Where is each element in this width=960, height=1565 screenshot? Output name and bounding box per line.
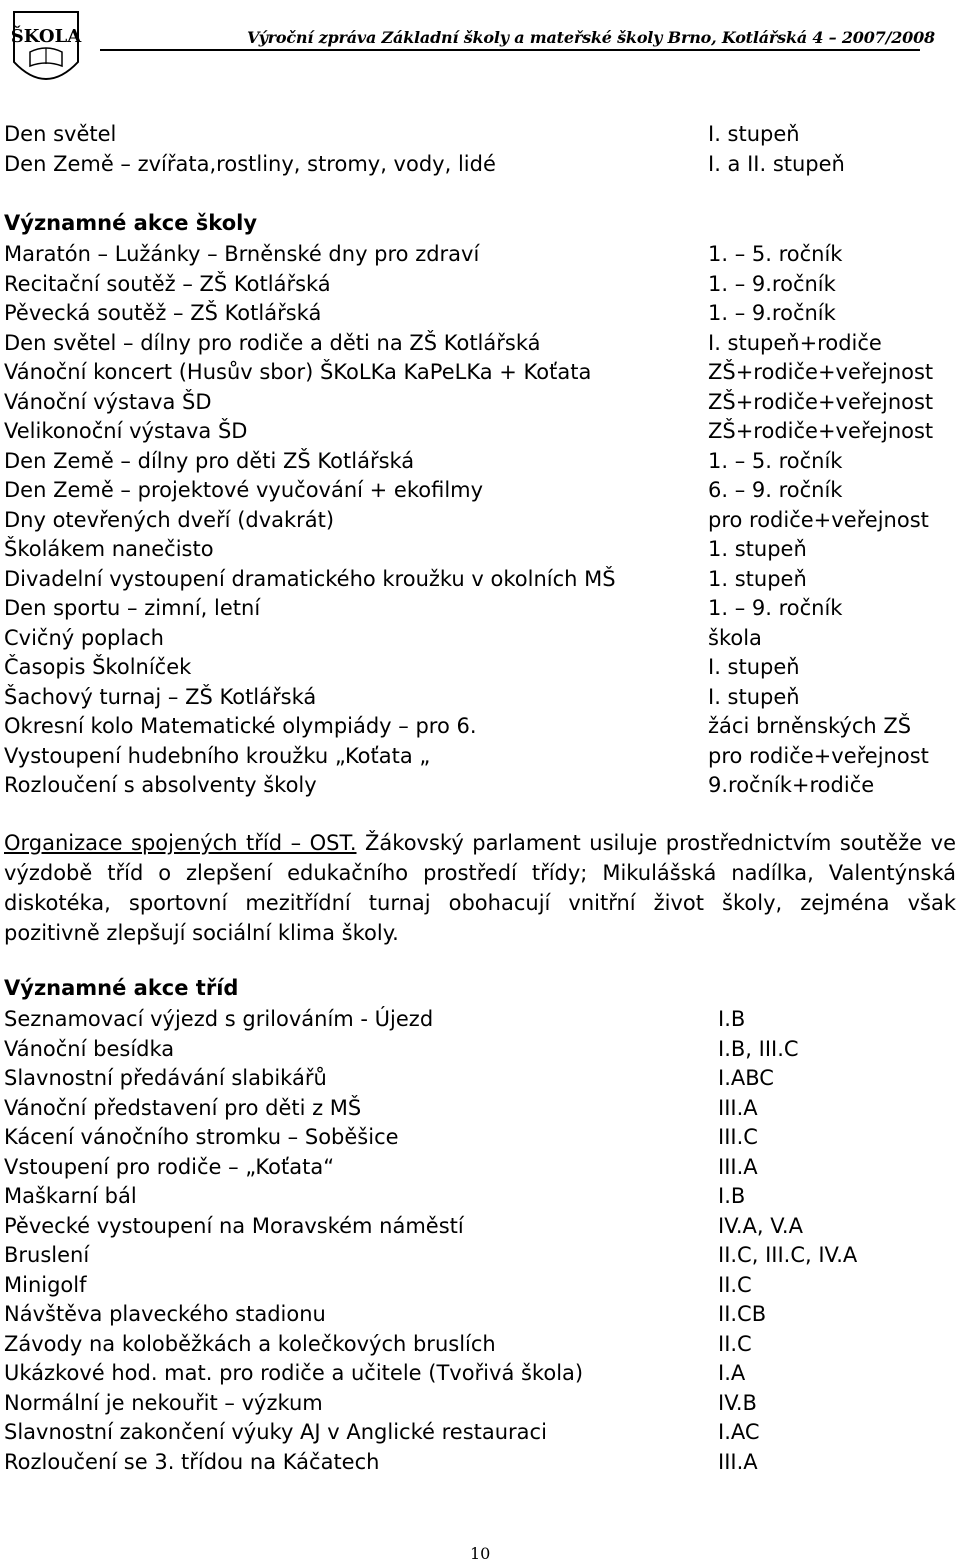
event-name: Minigolf: [4, 1272, 87, 1297]
list-item: [4, 120, 956, 150]
event-audience: pro rodiče+veřejnost: [708, 507, 929, 532]
event-name: Závody na koloběžkách a kolečkových bruslích: [4, 1331, 496, 1356]
event-name: Návštěva plaveckého stadionu: [4, 1302, 326, 1326]
logo-text: ŠKOLA: [10, 26, 82, 47]
list-item: [4, 1418, 956, 1448]
list-item: [4, 447, 956, 477]
event-name: Den sportu – zimní, letní: [4, 596, 261, 620]
event-name: Šachový turnaj – ZŠ Kotlářská: [4, 684, 317, 709]
list-item: [4, 742, 956, 772]
list-item: [4, 1271, 956, 1301]
school-events-heading: Významné akce školy: [4, 211, 258, 235]
event-audience: III.A: [718, 1449, 758, 1474]
list-item: [4, 1005, 956, 1035]
list-item: [4, 417, 956, 447]
event-name: Vstoupení pro rodiče – „Koťata“: [4, 1154, 335, 1179]
event-name: Slavnostní předávání slabikářů: [4, 1066, 327, 1090]
event-audience: 1. stupeň: [708, 566, 807, 591]
ost-paragraph: [4, 828, 956, 948]
event-name: Dny otevřených dveří (dvakrát): [4, 507, 335, 532]
event-audience: IV.A, V.A: [718, 1213, 803, 1238]
event-audience: I.A: [718, 1361, 746, 1385]
event-name: Den světel: [4, 122, 117, 146]
event-audience: žáci brněnských ZŠ: [708, 714, 912, 738]
event-audience: I. stupeň: [708, 122, 800, 146]
list-item: [4, 329, 956, 359]
event-audience: II.C: [718, 1272, 752, 1297]
event-name: Seznamovací výjezd s grilováním - Újezd: [4, 1007, 434, 1031]
event-audience: I.AC: [718, 1420, 760, 1444]
list-item: [4, 1389, 956, 1419]
event-name: Den světel – dílny pro rodiče a děti na ZŠ Kotlářská: [4, 330, 541, 355]
class-events-list: [4, 1005, 956, 1477]
list-item: [4, 476, 956, 506]
list-item: [4, 565, 956, 595]
list-item: [4, 712, 956, 742]
event-audience: IV.B: [718, 1390, 757, 1415]
event-audience: 1. stupeň: [708, 537, 807, 561]
event-audience: 9.ročník+rodiče: [708, 773, 875, 797]
list-item: [4, 1035, 956, 1065]
ost-text: Žákovský parlament usiluje prostřednictvím soutěže ve výzdobě tříd o zlepšení edukačního prostředí třídy; Mikulášská nadílka, Valentýnská diskotéka, sportovní mezitřídní turnaj obohacují vnitřní život školy, zejména však pozitivně zlepšují sociální klima školy.: [4, 831, 956, 945]
event-name: Maškarní bál: [4, 1184, 137, 1208]
list-item: [4, 1123, 956, 1153]
event-name: Ukázkové hod. mat. pro rodiče a učitele (Tvořivá škola): [4, 1361, 584, 1385]
list-item: [4, 683, 956, 713]
event-name: Kácení vánočního stromku – Soběšice: [4, 1125, 399, 1149]
event-audience: 1. – 9.ročník: [708, 301, 836, 325]
list-item: [4, 535, 956, 565]
event-name: Slavnostní zakončení výuky AJ v Anglické restauraci: [4, 1420, 547, 1444]
list-item: [4, 1094, 956, 1124]
list-item: [4, 1153, 956, 1183]
header-title: Výroční zpráva Základní školy a mateřské školy Brno, Kotlářská 4 – 2007/2008: [247, 28, 935, 47]
event-name: Okresní kolo Matematické olympiády – pro 6.: [4, 714, 477, 738]
event-audience: 6. – 9. ročník: [708, 478, 843, 502]
list-item: [4, 624, 956, 654]
event-name: Vánoční výstava ŠD: [4, 389, 212, 414]
school-logo: [4, 4, 88, 96]
list-item: [4, 1330, 956, 1360]
top-list: [4, 120, 956, 179]
list-item: [4, 1448, 956, 1478]
list-item: [4, 1212, 956, 1242]
list-item: [4, 594, 956, 624]
page-number: 10: [470, 1544, 491, 1563]
ost-link-text: Organizace spojených tříd – OST.: [4, 831, 357, 855]
event-audience: I.B, III.C: [718, 1036, 799, 1061]
list-item: [4, 270, 956, 300]
list-item: [4, 1359, 956, 1389]
list-item: [4, 1300, 956, 1330]
list-item: [4, 653, 956, 683]
event-audience: 1. – 5. ročník: [708, 448, 843, 473]
list-item: [4, 299, 956, 329]
event-name: Den Země – zvířata,rostliny, stromy, vody, lidé: [4, 151, 496, 176]
class-events-heading: Významné akce tříd: [4, 976, 239, 1000]
event-name: Divadelní vystoupení dramatického kroužku v okolních MŠ: [4, 566, 616, 591]
event-name: Normální je nekouřit – výzkum: [4, 1390, 323, 1415]
event-name: Časopis Školníček: [4, 655, 192, 679]
event-name: Vánoční besídka: [4, 1036, 175, 1061]
event-audience: I. stupeň: [708, 655, 800, 679]
list-item: [4, 1241, 956, 1271]
event-audience: 1. – 9.ročník: [708, 271, 836, 296]
list-item: [4, 506, 956, 536]
event-name: Den Země – projektové vyučování + ekofilmy: [4, 478, 484, 502]
list-item: [4, 358, 956, 388]
event-name: Recitační soutěž – ZŠ Kotlářská: [4, 271, 331, 296]
event-name: Pěvecké vystoupení na Moravském náměstí: [4, 1213, 464, 1238]
event-name: Pěvecká soutěž – ZŠ Kotlářská: [4, 301, 322, 325]
event-name: Vystoupení hudebního kroužku „Koťata „: [4, 743, 431, 768]
event-audience: 1. – 5. ročník: [708, 242, 843, 266]
event-audience: I.B: [718, 1184, 746, 1208]
event-audience: II.C, III.C, IV.A: [718, 1243, 858, 1267]
event-name: Vánoční představení pro děti z MŠ: [4, 1095, 362, 1120]
event-name: Rozloučení s absolventy školy: [4, 773, 317, 797]
list-item: [4, 771, 956, 801]
event-audience: I. a II. stupeň: [708, 151, 845, 176]
list-item: [4, 388, 956, 418]
event-name: Školákem nanečisto: [4, 537, 214, 561]
event-audience: III.A: [718, 1095, 758, 1120]
event-audience: pro rodiče+veřejnost: [708, 743, 929, 768]
list-item: [4, 240, 956, 270]
school-events-list: [4, 240, 956, 801]
event-audience: škola: [708, 625, 762, 650]
list-item: [4, 1182, 956, 1212]
event-name: Velikonoční výstava ŠD: [4, 419, 248, 443]
event-audience: I.B: [718, 1007, 746, 1031]
event-audience: ZŠ+rodiče+veřejnost: [708, 360, 934, 384]
event-audience: II.CB: [718, 1302, 767, 1326]
event-audience: III.C: [718, 1125, 758, 1149]
event-audience: II.C: [718, 1331, 752, 1356]
event-audience: ZŠ+rodiče+veřejnost: [708, 389, 934, 414]
event-audience: ZŠ+rodiče+veřejnost: [708, 419, 934, 443]
list-item: [4, 150, 956, 180]
event-audience: I.ABC: [718, 1066, 774, 1090]
header-rule: [100, 49, 920, 51]
event-audience: 1. – 9. ročník: [708, 596, 843, 620]
event-name: Bruslení: [4, 1243, 90, 1267]
event-name: Vánoční koncert (Husův sbor) ŠKoLKa KaPeLKa + Koťata: [4, 360, 592, 384]
list-item: [4, 1064, 956, 1094]
event-audience: I. stupeň: [708, 684, 800, 709]
event-name: Den Země – dílny pro děti ZŠ Kotlářská: [4, 448, 415, 473]
event-name: Cvičný poplach: [4, 625, 164, 650]
event-name: Rozloučení se 3. třídou na Káčatech: [4, 1449, 380, 1474]
event-name: Maratón – Lužánky – Brněnské dny pro zdraví: [4, 242, 480, 266]
event-audience: I. stupeň+rodiče: [708, 330, 882, 355]
event-audience: III.A: [718, 1154, 758, 1179]
